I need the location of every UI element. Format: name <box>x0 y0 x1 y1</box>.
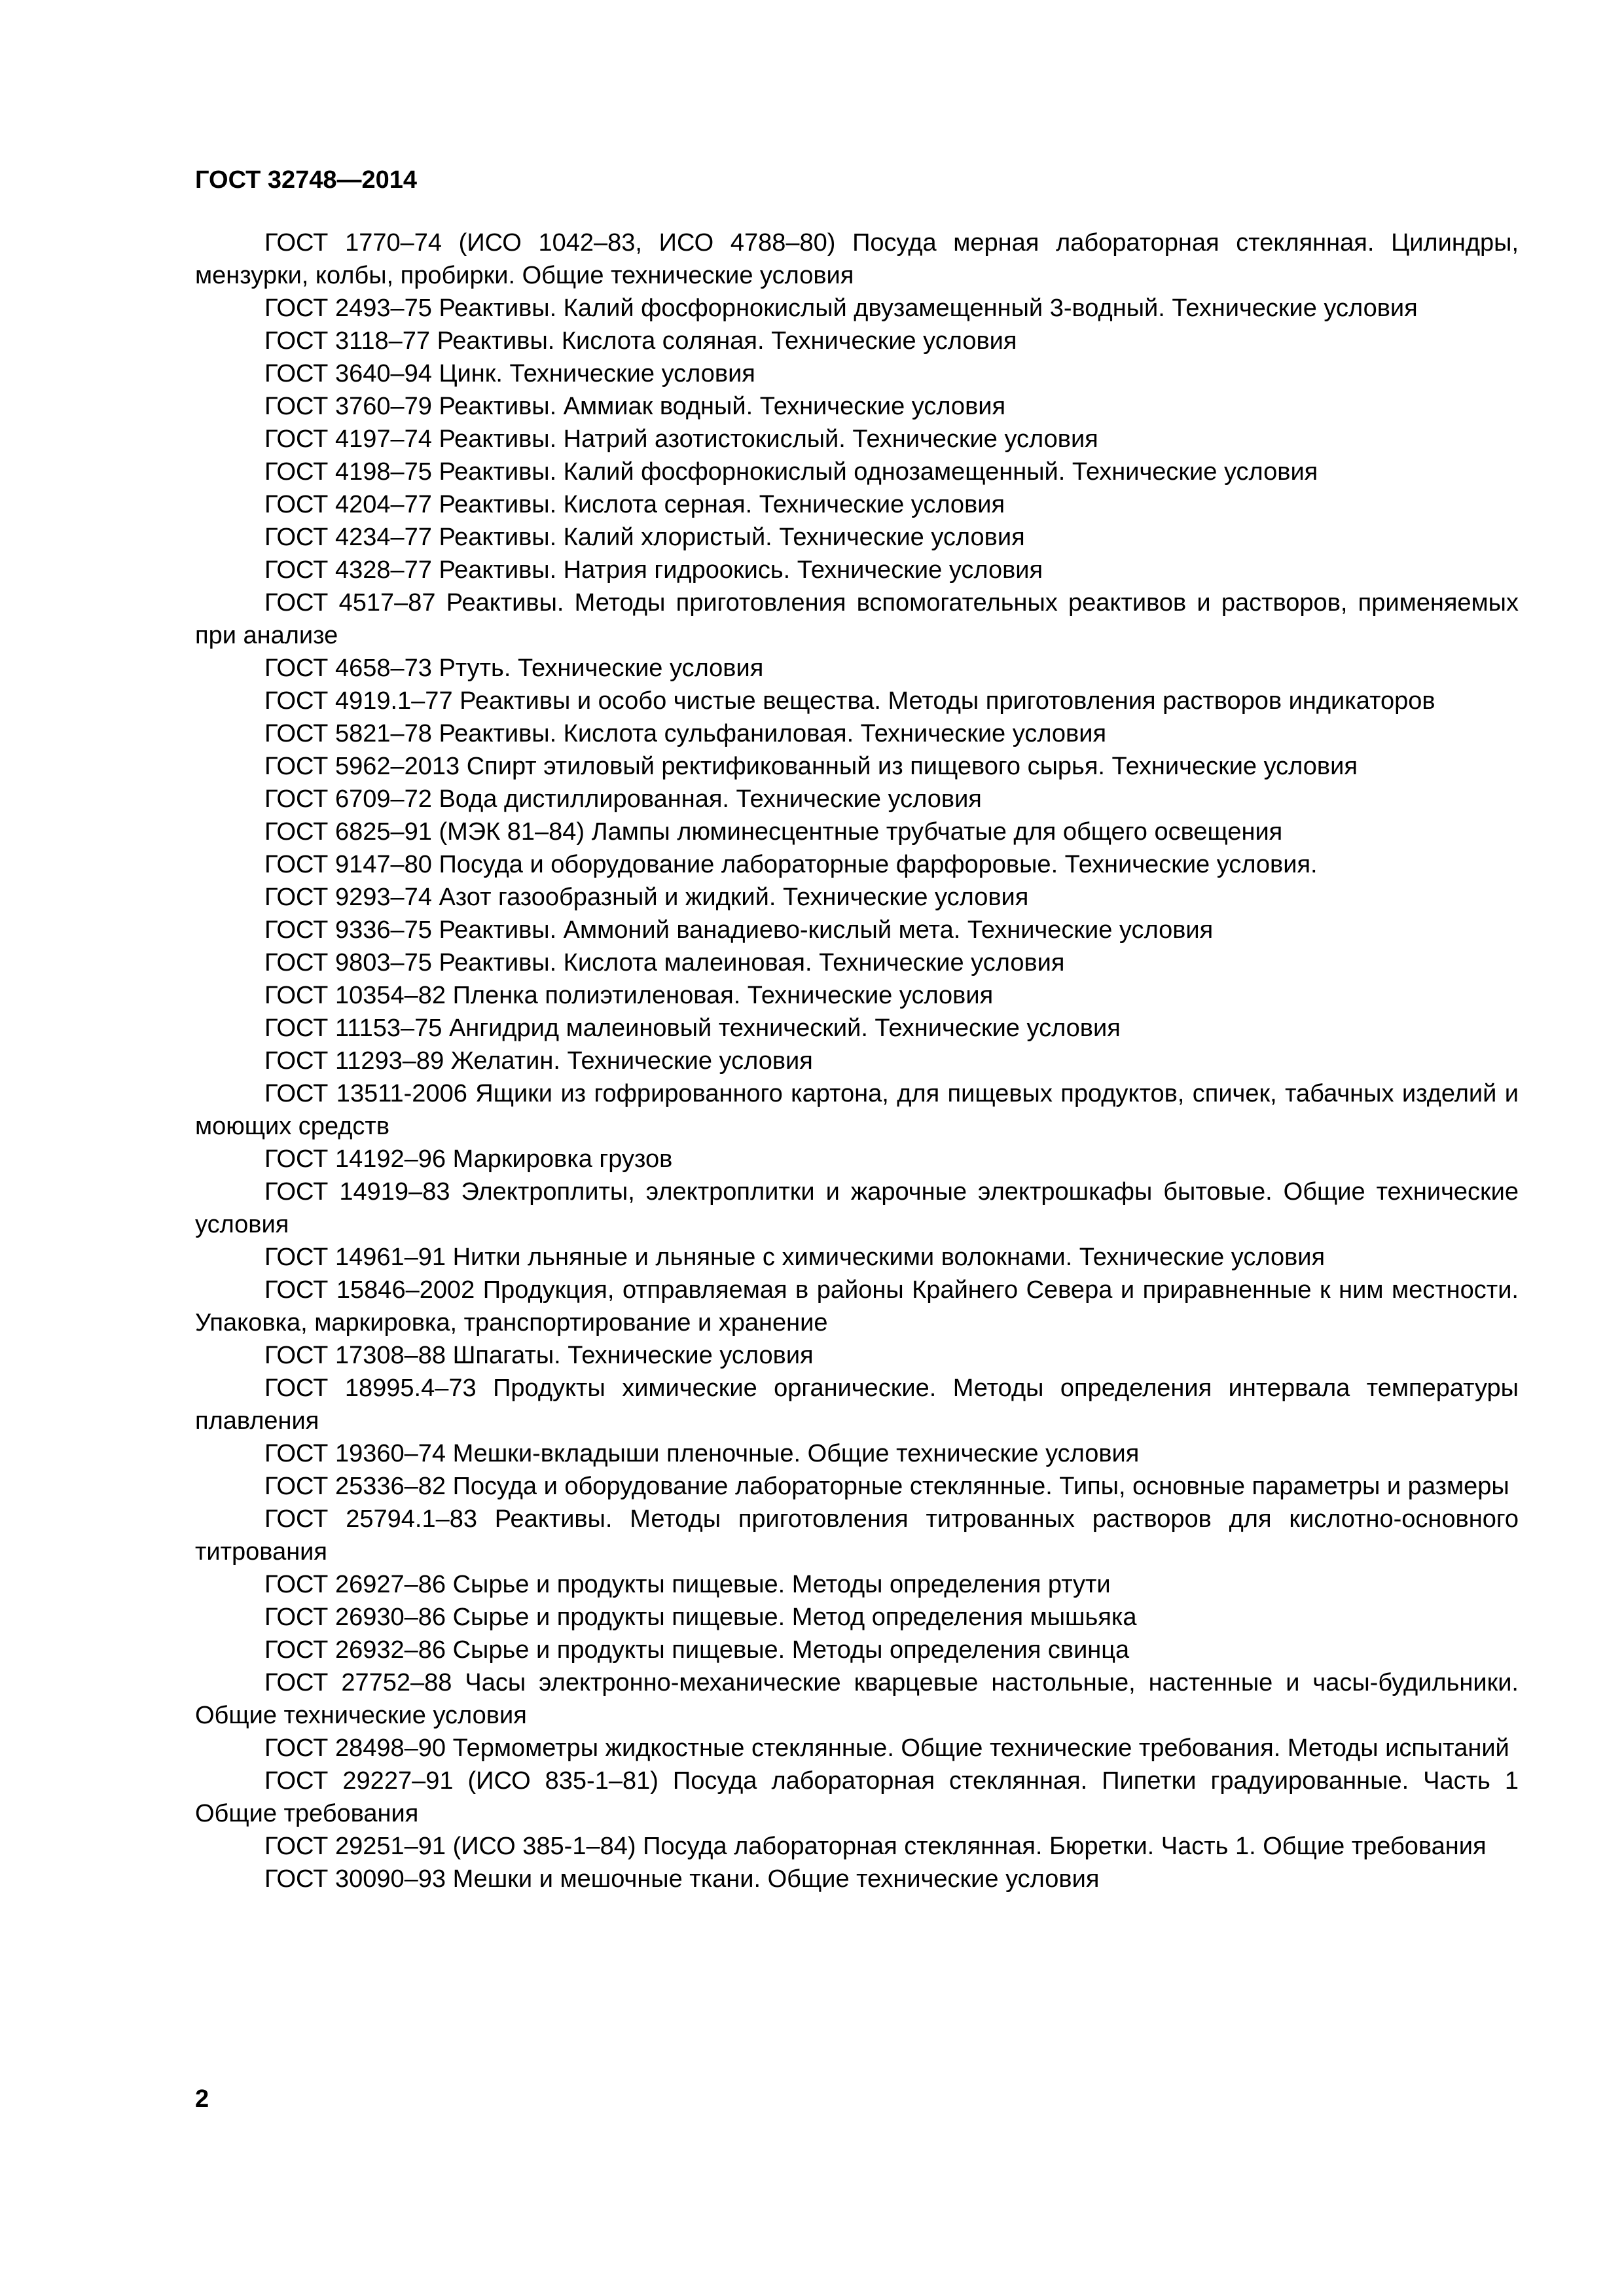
reference-item: ГОСТ 15846–2002 Продукция, отправляемая в районы Крайнего Севера и приравненные к ним местности. Упаковка, маркировка, транспортирование и хранение <box>195 1276 1519 1336</box>
reference-item: ГОСТ 14961–91 Нитки льняные и льняные с химическими волокнами. Технические условия <box>264 1244 1326 1271</box>
reference-item: ГОСТ 11293–89 Желатин. Технические условия <box>264 1047 813 1075</box>
reference-item: ГОСТ 10354–82 Пленка полиэтиленовая. Технические условия <box>264 982 994 1009</box>
reference-item: ГОСТ 13511-2006 Ящики из гофрированного картона, для пищевых продуктов, спичек, табачных изделий и моющих средств <box>195 1080 1519 1140</box>
reference-item: ГОСТ 30090–93 Мешки и мешочные ткани. Общие технические условия <box>264 1865 1100 1893</box>
reference-item: ГОСТ 2493–75 Реактивы. Калий фосфорнокислый двузамещенный 3-водный. Технические условия <box>264 295 1418 322</box>
reference-item: ГОСТ 9147–80 Посуда и оборудование лабораторные фарфоровые. Технические условия. <box>264 851 1318 878</box>
reference-item: ГОСТ 18995.4–73 Продукты химические органические. Методы определения интервала температуры плавления <box>195 1374 1519 1435</box>
reference-item: ГОСТ 27752–88 Часы электронно-механические кварцевые настольные, настенные и часы-будильники. Общие технические условия <box>195 1669 1519 1729</box>
reference-item: ГОСТ 29251–91 (ИСО 385-1–84) Посуда лабораторная стеклянная. Бюретки. Часть 1. Общие требования <box>264 1833 1487 1860</box>
reference-item: ГОСТ 29227–91 (ИСО 835-1–81) Посуда лабораторная стеклянная. Пипетки градуированные. Часть 1 Общие требования <box>195 1767 1519 1827</box>
reference-item: ГОСТ 4658–73 Ртуть. Технические условия <box>264 655 764 682</box>
reference-item: ГОСТ 6825–91 (МЭК 81–84) Лампы люминесцентные трубчатые для общего освещения <box>264 818 1283 846</box>
normative-references-list <box>195 226 1519 1895</box>
reference-item: ГОСТ 4919.1–77 Реактивы и особо чистые вещества. Методы приготовления растворов индикаторов <box>264 687 1435 715</box>
reference-item: ГОСТ 14192–96 Маркировка грузов <box>264 1145 673 1173</box>
reference-item: ГОСТ 26927–86 Сырье и продукты пищевые. Методы определения ртути <box>264 1571 1111 1598</box>
reference-item: ГОСТ 19360–74 Мешки-вкладыши пленочные. Общие технические условия <box>264 1440 1140 1467</box>
document-header-standard-code: ГОСТ 32748—2014 <box>195 166 418 194</box>
reference-item: ГОСТ 3118–77 Реактивы. Кислота соляная. Технические условия <box>264 327 1017 355</box>
reference-item: ГОСТ 3760–79 Реактивы. Аммиак водный. Технические условия <box>264 393 1006 420</box>
reference-item: ГОСТ 5821–78 Реактивы. Кислота сульфаниловая. Технические условия <box>264 720 1107 747</box>
reference-item: ГОСТ 4234–77 Реактивы. Калий хлористый. Технические условия <box>264 524 1025 551</box>
reference-item: ГОСТ 9336–75 Реактивы. Аммоний ванадиево-кислый мета. Технические условия <box>264 916 1214 944</box>
reference-item: ГОСТ 4204–77 Реактивы. Кислота серная. Технические условия <box>264 491 1005 518</box>
reference-item: ГОСТ 4328–77 Реактивы. Натрия гидроокись. Технические условия <box>264 556 1043 584</box>
reference-item: ГОСТ 1770–74 (ИСО 1042–83, ИСО 4788–80) Посуда мерная лабораторная стеклянная. Цилиндры, мензурки, колбы, пробирки. Общие технические условия <box>195 229 1519 289</box>
reference-item: ГОСТ 4517–87 Реактивы. Методы приготовления вспомогательных реактивов и растворов, применяемых при анализе <box>195 589 1519 649</box>
reference-item: ГОСТ 11153–75 Ангидрид малеиновый технический. Технические условия <box>264 1014 1121 1042</box>
reference-item: ГОСТ 28498–90 Термометры жидкостные стеклянные. Общие технические требования. Методы испытаний <box>264 1734 1509 1762</box>
reference-item: ГОСТ 6709–72 Вода дистиллированная. Технические условия <box>264 785 982 813</box>
reference-item: ГОСТ 5962–2013 Спирт этиловый ректификованный из пищевого сырья. Технические условия <box>264 753 1358 780</box>
reference-item: ГОСТ 4197–74 Реактивы. Натрий азотистокислый. Технические условия <box>264 425 1098 453</box>
reference-item: ГОСТ 17308–88 Шпагаты. Технические условия <box>264 1342 814 1369</box>
reference-item: ГОСТ 9293–74 Азот газообразный и жидкий. Технические условия <box>264 884 1029 911</box>
reference-item: ГОСТ 25336–82 Посуда и оборудование лабораторные стеклянные. Типы, основные параметры и размеры <box>264 1473 1509 1500</box>
reference-item: ГОСТ 26932–86 Сырье и продукты пищевые. Методы определения свинца <box>264 1636 1130 1664</box>
reference-item: ГОСТ 26930–86 Сырье и продукты пищевые. Метод определения мышьяка <box>264 1604 1137 1631</box>
reference-item: ГОСТ 9803–75 Реактивы. Кислота малеиновая. Технические условия <box>264 949 1065 977</box>
page-number: 2 <box>195 2085 209 2113</box>
reference-item: ГОСТ 25794.1–83 Реактивы. Методы приготовления титрованных растворов для кислотно-основного титрования <box>195 1505 1519 1566</box>
reference-item: ГОСТ 4198–75 Реактивы. Калий фосфорнокислый однозамещенный. Технические условия <box>264 458 1318 486</box>
reference-item: ГОСТ 14919–83 Электроплиты, электроплитки и жарочные электрошкафы бытовые. Общие технические условия <box>195 1178 1519 1238</box>
reference-item: ГОСТ 3640–94 Цинк. Технические условия <box>264 360 755 387</box>
